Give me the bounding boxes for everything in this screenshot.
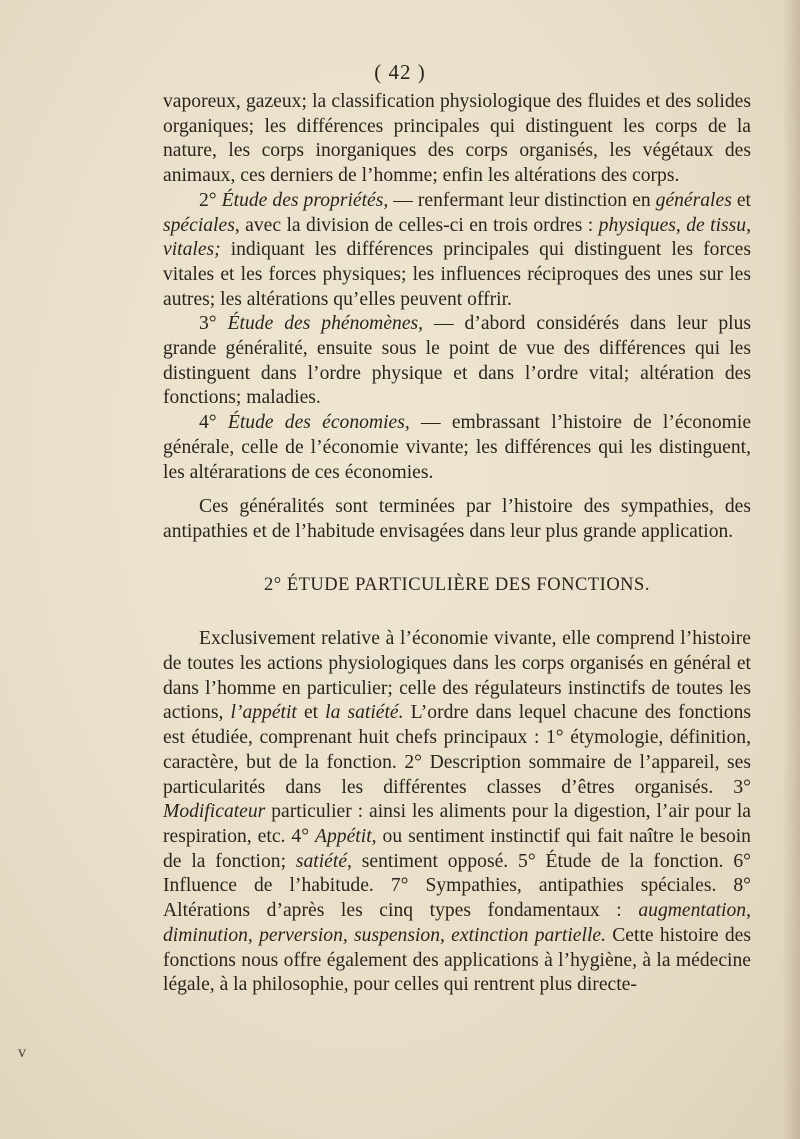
paragraph-4-title: Étude des économies,	[227, 412, 410, 434]
paragraph-4	[163, 411, 751, 485]
page-number: ( 42 )	[374, 60, 426, 84]
paragraph-3-text: — d’abord considérés dans leur plus grande généralité, ensuite sous le point de vue des différences qui les distinguent dans l’ordre physique et dans l’ordre vital; altération des fonctions; maladies.	[163, 313, 751, 409]
term-appetit-2: Appétit	[315, 825, 372, 847]
paragraph-6-text-a: Exclusivement relative à l’économie vivante, elle comprend l’histoire de toutes les actions physiologiques dans les corps organisés en général et dans l’homme en particulier; celle des régulateurs instinctifs de toutes les actions,	[163, 628, 751, 724]
paragraph-2-number: 2°	[199, 189, 222, 211]
paragraph-3-title: Étude des phénomènes,	[227, 313, 424, 335]
page-edge-shadow	[782, 0, 800, 1139]
paragraph-6-text-f: , sentiment opposé. 5° Étude de la fonction. 6° Influence de l’habitude. 7° Sympathies, antipathies spéciales. 8° Altérations d’après les cinq types fondamentaux :	[163, 850, 751, 922]
term-appetit: l’appétit	[230, 702, 297, 724]
paragraph-1: vaporeux, gazeux; la classification physiologique des fluides et des solides organiques; les différences principales qui distinguent les corps de la nature, les corps inorganiques des corps organisés, les végétaux des animaux, ces derniers de l’homme; enfin les altérations des corps.	[163, 91, 751, 187]
paragraph-6-text-c: L’ordre dans lequel chacune des fonctions est étudiée, comprenant huit chefs principaux : 1° étymologie, définition, caractère, but de la fonction. 2° Description sommaire de l’appareil, ses particularités dans les différentes classes d’êtres organisés. 3°	[163, 702, 752, 798]
paragraph-6-text-d: particulier : ainsi les aliments pour la digestion, l’air pour la respiration, etc. 4°	[163, 801, 751, 847]
paragraph-2-text-c: , avec la division de celles-ci en trois ordres :	[234, 214, 599, 236]
paragraph-6-text-g: Cette histoire des fonctions nous offre également des applications à l’hygiène, à la médecine légale, à la philosophie, pour celles qui rentrent plus directe-	[163, 924, 751, 996]
paragraph-2-text-f: indiquant les différences principales qui distinguent les forces vitales et les forces physiques; les influences réciproques des unes sur les autres; les altérations qu’elles peuvent offrir.	[163, 239, 751, 310]
term-types-list: augmentation, diminution, perversion, suspension, extinction partielle.	[163, 900, 751, 946]
paragraph-2-text-e: ,	[746, 214, 752, 236]
section-heading: 2° ÉTUDE PARTICULIÈRE DES FONCTIONS.	[264, 574, 650, 595]
paragraph-2-text-b: et	[731, 189, 751, 211]
paragraph-3-number: 3°	[199, 313, 228, 335]
term-generales: générales	[655, 189, 732, 211]
paragraph-6	[163, 627, 751, 998]
paragraph-4-text: — embrassant l’histoire de l’économie générale, celle de l’économie vivante; les différences qui les distinguent, les altérarations de ces économies.	[163, 412, 752, 483]
paragraph-4-number: 4°	[199, 412, 228, 434]
paragraph-6-text-b: et	[296, 702, 326, 724]
paragraph-2-text-d: ,	[675, 214, 687, 236]
term-speciales: spéciales	[163, 214, 235, 236]
paragraph-3	[163, 312, 751, 411]
paragraph-2	[163, 189, 751, 313]
corner-mark: v	[18, 1044, 26, 1061]
paragraph-2-text-a: — renfermant leur distinction en	[388, 189, 656, 211]
term-de-tissu: de tissu	[686, 214, 747, 236]
term-physiques: physiques	[598, 214, 676, 236]
term-satiete-2: satiété	[295, 850, 348, 872]
paragraph-6-text-e: , ou sentiment instinctif qui fait naître le besoin de la fonction;	[163, 825, 751, 872]
term-satiete: la satiété.	[325, 702, 404, 724]
term-modificateur: Modificateur	[163, 801, 266, 823]
paragraph-2-title: Étude des propriétés,	[221, 189, 389, 211]
term-vitales: vitales;	[163, 239, 221, 261]
body-text	[163, 90, 751, 998]
paragraph-5: Ces généralités sont terminées par l’histoire des sympathies, des antipathies et de l’habitude envisagées dans leur plus grande application.	[163, 496, 751, 542]
